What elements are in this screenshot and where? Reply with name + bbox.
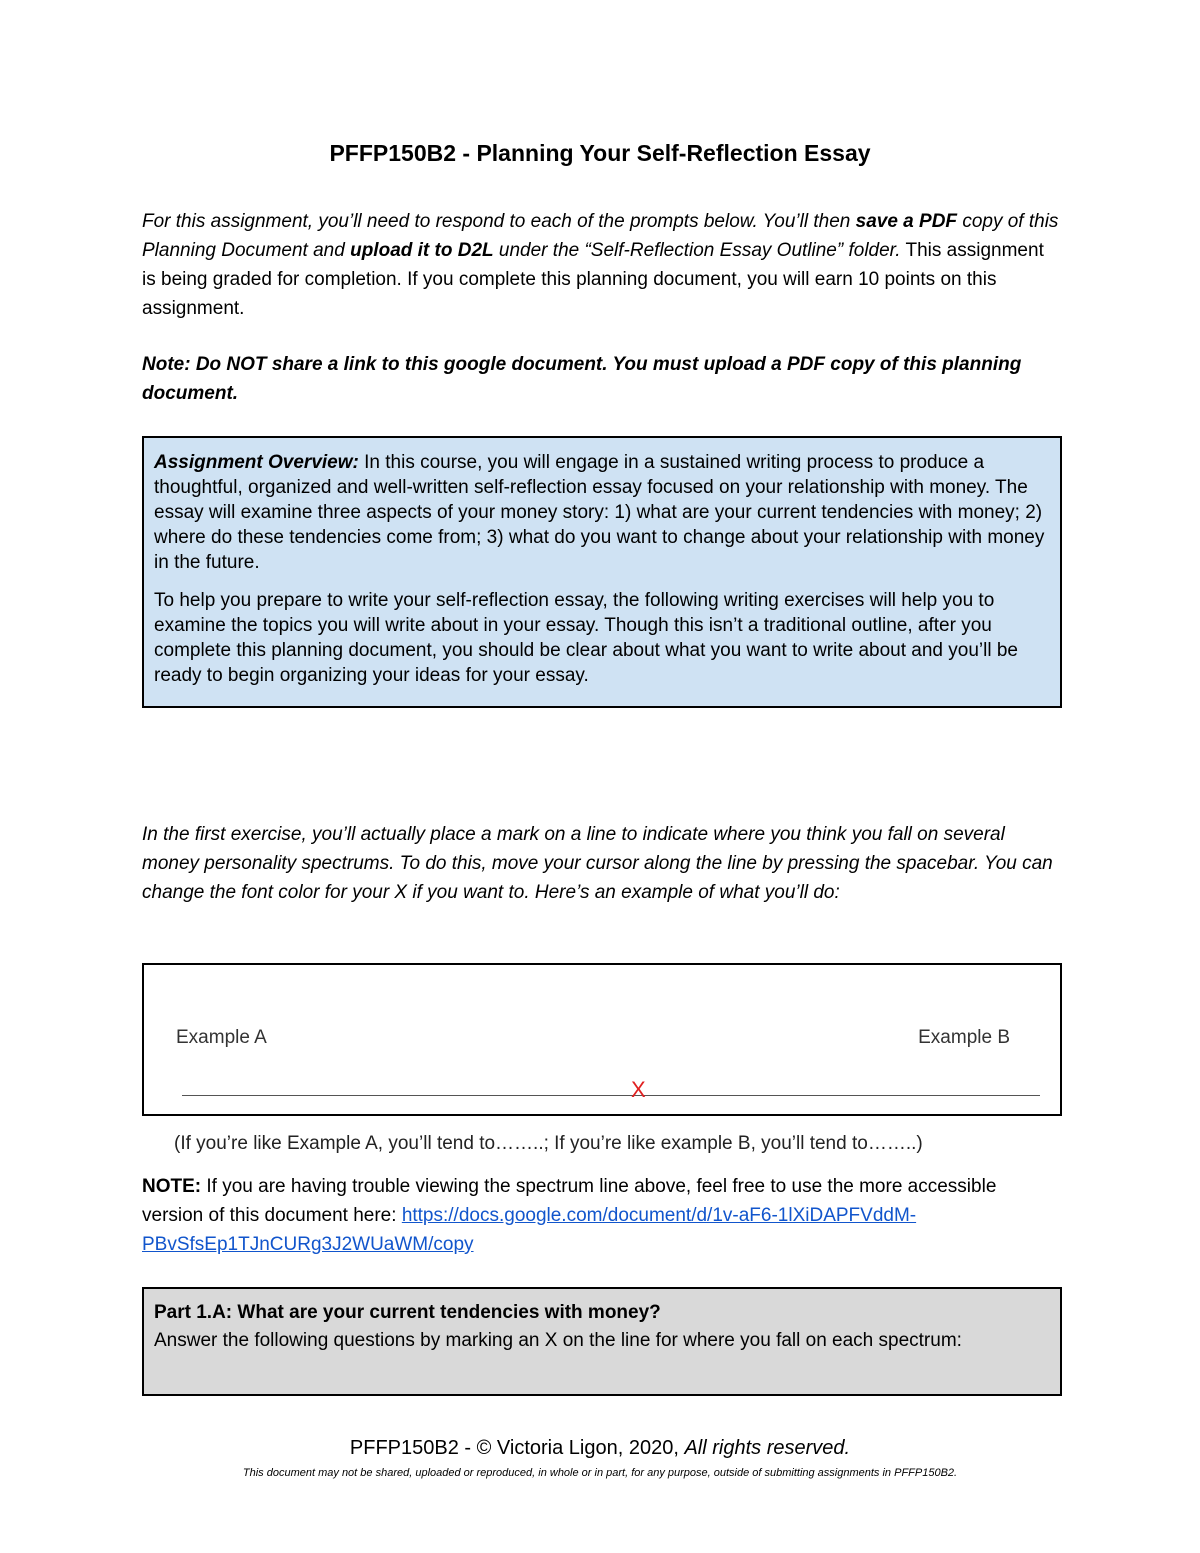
- part-1a-heading: Part 1.A: What are your current tendencies with money?: [154, 1302, 661, 1323]
- intro-text-3: copy of this Planning Document and: [142, 211, 1059, 261]
- page-title: PFFP150B2 - Planning Your Self-Reflection Essay: [329, 140, 871, 166]
- example-b-label: Example B: [918, 1027, 1010, 1048]
- example-caption: (If you’re like Example A, you’ll tend to……..; If you’re like example B, you’ll tend to……..): [174, 1133, 923, 1154]
- note-pdf-upload: Note: Do NOT share a link to this google document. You must upload a PDF copy of this planning document.: [142, 354, 1022, 404]
- footer-copyright: [0, 1437, 1200, 1460]
- accessible-doc-link[interactable]: https://docs.google.com/document/d/1v-aF6-1lXiDAPFVddM-PBvSfsEp1TJnCURg3J2WUaWM/copy: [142, 1205, 917, 1255]
- example-a-label: Example A: [176, 1027, 267, 1048]
- overview-paragraph-1: [154, 450, 1050, 575]
- overview-paragraph-2: To help you prepare to write your self-reflection essay, the following writing exercises will help you to examine the topics you will write about in your essay. Though this isn’t a traditional outline, after you complete this planning document, you should be clear about what you want to write about and you’ll be ready to begin organizing your ideas for your essay.: [154, 590, 1018, 686]
- spectrum-line: [182, 1095, 1040, 1096]
- exercise-intro: In the first exercise, you’ll actually place a mark on a line to indicate where you think you fall on several money personality spectrums. To do this, move your cursor along the line by pressing the spacebar. You can change the font color for your X if you want to. Here’s an example of what you’ll do:: [142, 824, 1053, 903]
- intro-text-5: under the “Self-Reflection Essay Outline” folder.: [493, 240, 901, 261]
- overview-text-1: In this course, you will engage in a sustained writing process to produce a thoughtful, organized and well-written self-reflection essay focused on your relationship with money. The essay will examine three aspects of your money story: 1) what are your current tendencies with money; 2) where do these tendencies come from; 3) what do you want to change about your relationship with money in the future.: [154, 452, 1045, 573]
- example-spectrum-box: [142, 963, 1062, 1116]
- footer-rights: All rights reserved.: [684, 1437, 851, 1459]
- intro-save-pdf: save a PDF: [855, 211, 958, 232]
- note-access-text: If you are having trouble viewing the spectrum line above, feel free to use the more accessible version of this document here:: [142, 1176, 997, 1226]
- footer-copyright-text: PFFP150B2 - © Victoria Ligon, 2020,: [349, 1437, 685, 1459]
- intro-grading-text: This assignment is being graded for completion. If you complete this planning document, you will earn 10 points on this assignment.: [142, 240, 1044, 319]
- part-1a-box: [142, 1287, 1062, 1396]
- note-label: NOTE:: [142, 1176, 202, 1197]
- intro-upload-d2l: upload it to D2L: [350, 240, 494, 261]
- footer-disclaimer: This document may not be shared, uploaded or reproduced, in whole or in part, for any purpose, outside of submitting assignments in PFFP150B2.: [242, 1467, 958, 1479]
- spectrum-x-mark: X: [631, 1077, 646, 1102]
- assignment-overview-box: [142, 436, 1062, 708]
- intro-paragraph: [142, 207, 1062, 323]
- part-1a-instructions: Answer the following questions by marking an X on the line for where you fall on each spectrum:: [154, 1330, 962, 1351]
- note-accessible-version: [142, 1172, 1062, 1259]
- overview-label: Assignment Overview:: [154, 452, 359, 473]
- intro-text-1: For this assignment, you’ll need to respond to each of the prompts below. You’ll then: [142, 211, 856, 232]
